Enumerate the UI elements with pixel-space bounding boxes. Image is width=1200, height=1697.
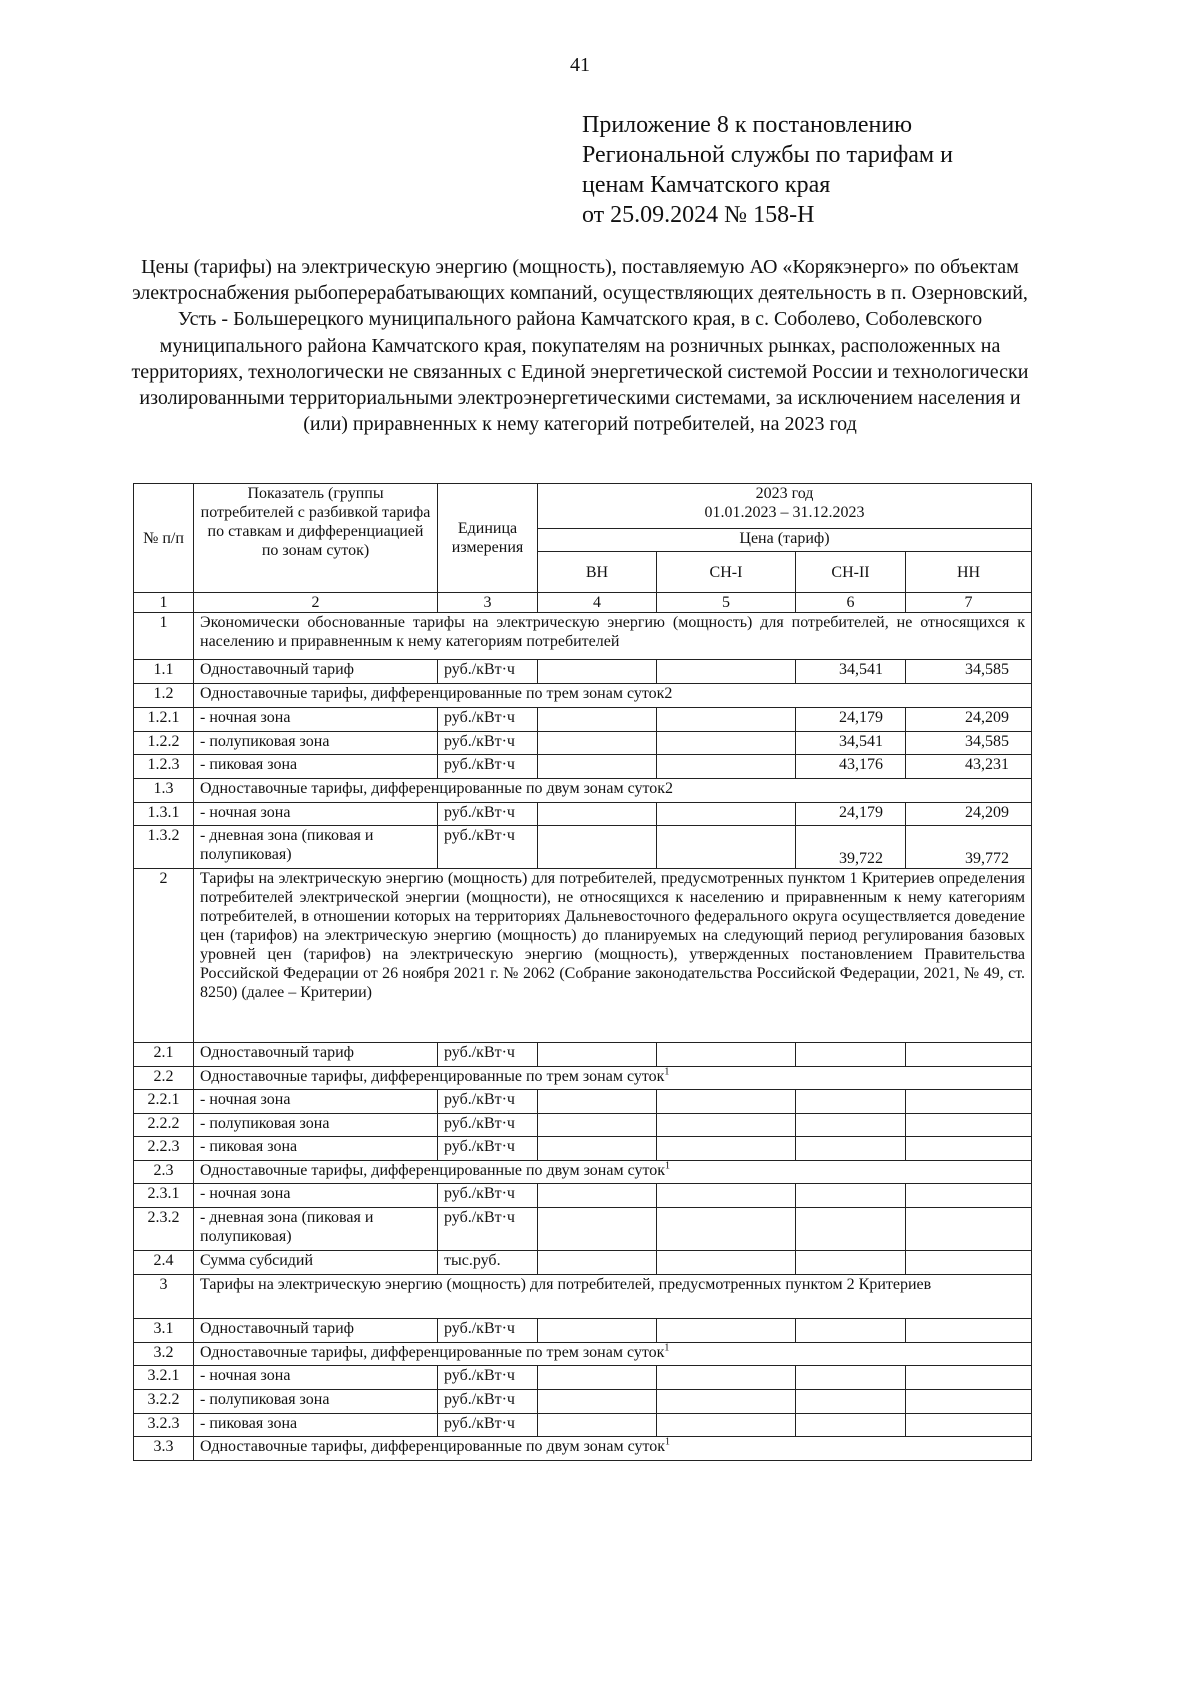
price-cell	[538, 732, 657, 755]
row-label: - полупиковая зона	[194, 1390, 438, 1414]
row-number: 2.2.3	[134, 1137, 194, 1161]
row-label: Сумма субсидий	[194, 1251, 438, 1275]
row-unit: тыс.руб.	[438, 1251, 538, 1275]
price-cell	[657, 1390, 796, 1414]
table-row	[134, 1090, 1032, 1114]
price-cell	[538, 1208, 657, 1251]
row-unit: руб./кВт·ч	[438, 1414, 538, 1437]
price-cell	[657, 1366, 796, 1390]
section-title	[194, 1437, 1032, 1461]
row-number: 2.3.2	[134, 1208, 194, 1251]
price-cell	[538, 1114, 657, 1137]
price-cell	[796, 1114, 906, 1137]
price-cell	[796, 1414, 906, 1437]
col-number: 1	[134, 593, 194, 613]
header-level-nn: НН	[906, 552, 1032, 593]
price-cell	[657, 755, 796, 779]
table-row	[134, 1319, 1032, 1343]
price-cell	[796, 1319, 906, 1343]
row-number: 3.1	[134, 1319, 194, 1343]
section-text: Тарифы на электрическую энергию (мощность) для потребителей, предусмотренных пунктом 2 Критериев	[200, 1276, 932, 1293]
row-number: 3.2.3	[134, 1414, 194, 1437]
row-label: Одноставочный тариф	[194, 1319, 438, 1343]
price-cell: 34,541	[796, 732, 906, 755]
row-number: 1.1	[134, 660, 194, 684]
document-title: Цены (тарифы) на электрическую энергию (мощность), поставляемую АО «Корякэнерго» по объектам электроснабжения рыбоперерабатывающих компаний, осуществляющих деятельность в п. Озерновский, Усть - Большерецкого муниципального района Камчатского края, в с. Соболево, Соболевского муниципального района Камчатского края, покупателям на розничных рынках, расположенных на территориях, технологически не связанных с Единой энергетической системой России и технологически изолированными территориальными электроэнергетическими системами, за исключением населения и (или) приравненных к нему категорий потребителей, на 2023 год	[131, 256, 1029, 436]
price-cell	[906, 1251, 1032, 1275]
price-cell	[657, 1090, 796, 1114]
table-row	[134, 826, 1032, 869]
price-cell	[657, 1251, 796, 1275]
price-cell: 24,179	[796, 803, 906, 826]
price-cell	[906, 1319, 1032, 1343]
section-text: Одноставочные тарифы, дифференцированные по трем зонам суток2	[200, 685, 673, 702]
row-label: - полупиковая зона	[194, 732, 438, 755]
price-cell	[538, 708, 657, 732]
price-cell	[657, 803, 796, 826]
row-number: 2.1	[134, 1043, 194, 1067]
row-unit: руб./кВт·ч	[438, 1366, 538, 1390]
row-number: 1.3.1	[134, 803, 194, 826]
row-number: 2.2	[134, 1067, 194, 1090]
price-cell	[538, 826, 657, 869]
section-text: Одноставочные тарифы, дифференцированные по трем зонам суток	[200, 1068, 665, 1085]
price-cell	[657, 660, 796, 684]
price-cell	[906, 1184, 1032, 1208]
price-cell: 34,585	[906, 732, 1032, 755]
row-unit: руб./кВт·ч	[438, 1208, 538, 1251]
row-label: - дневная зона (пиковая и полупиковая)	[194, 826, 438, 869]
table-row	[134, 660, 1032, 684]
row-unit: руб./кВт·ч	[438, 660, 538, 684]
price-cell	[657, 1137, 796, 1161]
section-row	[134, 779, 1032, 803]
price-cell: 39,772	[906, 826, 1032, 869]
table-row	[134, 1114, 1032, 1137]
table-row	[134, 708, 1032, 732]
price-cell	[538, 1043, 657, 1067]
row-label: Одноставочный тариф	[194, 1043, 438, 1067]
price-cell: 24,179	[796, 708, 906, 732]
table-row	[134, 1366, 1032, 1390]
footnote-mark: 1	[665, 1160, 671, 1172]
col-number: 4	[538, 593, 657, 613]
column-numbers-row	[134, 593, 1032, 613]
section-row	[134, 1161, 1032, 1184]
row-label: - дневная зона (пиковая и полупиковая)	[194, 1208, 438, 1251]
footnote-mark: 1	[664, 1066, 670, 1078]
price-cell: 43,231	[906, 755, 1032, 779]
price-cell	[796, 1251, 906, 1275]
row-number: 1.2.2	[134, 732, 194, 755]
price-cell	[906, 1090, 1032, 1114]
row-label: - ночная зона	[194, 803, 438, 826]
price-cell	[796, 1390, 906, 1414]
row-number: 2.3	[134, 1161, 194, 1184]
row-number: 1.2.3	[134, 755, 194, 779]
page-number: 41	[570, 54, 590, 76]
header-unit: Единица измерения	[438, 484, 538, 593]
price-cell: 34,585	[906, 660, 1032, 684]
appendix-reference	[582, 110, 953, 230]
row-number: 1.3.2	[134, 826, 194, 869]
section-title	[194, 1161, 1032, 1184]
price-cell	[657, 1043, 796, 1067]
price-cell	[538, 1184, 657, 1208]
col-number: 5	[657, 593, 796, 613]
price-cell	[657, 732, 796, 755]
section-title	[194, 613, 1032, 660]
col-number: 3	[438, 593, 538, 613]
header-year: 2023 год	[755, 485, 814, 502]
table-row	[134, 755, 1032, 779]
price-cell	[538, 755, 657, 779]
row-unit: руб./кВт·ч	[438, 732, 538, 755]
row-number: 1.3	[134, 779, 194, 803]
table-row	[134, 1043, 1032, 1067]
col-number: 6	[796, 593, 906, 613]
section-text: Экономически обоснованные тарифы на электрическую энергию (мощность) для потребителей, не относящихся к населению и приравненным к нему категориям потребителей	[200, 614, 1025, 650]
row-number: 2.2.2	[134, 1114, 194, 1137]
table-row	[134, 1251, 1032, 1275]
row-unit: руб./кВт·ч	[438, 755, 538, 779]
price-cell	[538, 1319, 657, 1343]
price-cell: 39,722	[796, 826, 906, 869]
row-label: - ночная зона	[194, 1184, 438, 1208]
footnote-mark: 1	[664, 1342, 670, 1354]
section-text: Одноставочные тарифы, дифференцированные по двум зонам суток	[200, 1162, 666, 1179]
col-number: 7	[906, 593, 1032, 613]
row-unit: руб./кВт·ч	[438, 1090, 538, 1114]
row-label: - пиковая зона	[194, 1137, 438, 1161]
table-row	[134, 732, 1032, 755]
row-number: 3.3	[134, 1437, 194, 1461]
section-title	[194, 1067, 1032, 1090]
table-row	[134, 803, 1032, 826]
header-period	[538, 484, 1032, 529]
header-level-sn2: СН-II	[796, 552, 906, 593]
row-unit: руб./кВт·ч	[438, 1390, 538, 1414]
header-level-vn: ВН	[538, 552, 657, 593]
footnote-mark: 1	[665, 1436, 671, 1448]
price-cell	[538, 660, 657, 684]
row-number: 3.2	[134, 1343, 194, 1366]
row-number: 2.3.1	[134, 1184, 194, 1208]
appendix-line: Приложение 8 к постановлению	[582, 112, 913, 138]
row-unit: руб./кВт·ч	[438, 1114, 538, 1137]
section-row	[134, 869, 1032, 1043]
price-cell	[796, 1137, 906, 1161]
price-cell	[538, 1366, 657, 1390]
row-unit: руб./кВт·ч	[438, 1043, 538, 1067]
section-text: Одноставочные тарифы, дифференцированные по двум зонам суток	[200, 1438, 666, 1455]
price-cell: 24,209	[906, 803, 1032, 826]
price-cell	[657, 708, 796, 732]
price-cell	[538, 1251, 657, 1275]
price-cell	[657, 1414, 796, 1437]
row-label: - пиковая зона	[194, 1414, 438, 1437]
price-cell	[906, 1414, 1032, 1437]
section-text: Одноставочные тарифы, дифференцированные по трем зонам суток	[200, 1344, 665, 1361]
section-row	[134, 1067, 1032, 1090]
header-indicator: Показатель (группы потребителей с разбивкой тарифа по ставкам и дифференциацией по зонам суток)	[194, 484, 438, 593]
price-cell	[906, 1208, 1032, 1251]
header-num: № п/п	[134, 484, 194, 593]
section-title	[194, 779, 1032, 803]
price-cell	[796, 1090, 906, 1114]
price-cell	[538, 1137, 657, 1161]
price-cell: 24,209	[906, 708, 1032, 732]
price-cell	[657, 1208, 796, 1251]
row-number: 2.2.1	[134, 1090, 194, 1114]
row-number: 3	[134, 1275, 194, 1319]
row-number: 3.2.2	[134, 1390, 194, 1414]
price-cell	[906, 1114, 1032, 1137]
price-cell: 34,541	[796, 660, 906, 684]
section-title	[194, 684, 1032, 708]
price-cell	[906, 1043, 1032, 1067]
row-unit: руб./кВт·ч	[438, 1137, 538, 1161]
row-number: 2.4	[134, 1251, 194, 1275]
row-label: - ночная зона	[194, 708, 438, 732]
header-dates: 01.01.2023 – 31.12.2023	[704, 504, 865, 521]
section-row	[134, 1437, 1032, 1461]
row-label: - полупиковая зона	[194, 1114, 438, 1137]
row-unit: руб./кВт·ч	[438, 708, 538, 732]
row-label: Одноставочный тариф	[194, 660, 438, 684]
row-number: 1	[134, 613, 194, 660]
price-cell: 43,176	[796, 755, 906, 779]
section-title	[194, 1275, 1032, 1319]
price-cell	[538, 1414, 657, 1437]
section-row	[134, 613, 1032, 660]
price-cell	[906, 1390, 1032, 1414]
section-title	[194, 1343, 1032, 1366]
tariff-table	[133, 483, 1032, 1461]
price-cell	[657, 1114, 796, 1137]
table-row	[134, 1208, 1032, 1251]
row-unit: руб./кВт·ч	[438, 1184, 538, 1208]
table-row	[134, 1184, 1032, 1208]
price-cell	[657, 1184, 796, 1208]
price-cell	[538, 803, 657, 826]
row-number: 1.2.1	[134, 708, 194, 732]
price-cell	[657, 826, 796, 869]
section-row	[134, 684, 1032, 708]
price-cell	[796, 1208, 906, 1251]
section-row	[134, 1343, 1032, 1366]
price-cell	[538, 1390, 657, 1414]
price-cell	[796, 1043, 906, 1067]
row-unit: руб./кВт·ч	[438, 1319, 538, 1343]
section-row	[134, 1275, 1032, 1319]
appendix-line: от 25.09.2024 № 158-Н	[582, 202, 815, 228]
section-text: Одноставочные тарифы, дифференцированные по двум зонам суток2	[200, 780, 674, 797]
row-label: - ночная зона	[194, 1366, 438, 1390]
section-title	[194, 869, 1032, 1043]
price-cell	[906, 1366, 1032, 1390]
section-text: Тарифы на электрическую энергию (мощность) для потребителей, предусмотренных пунктом 1 Критериев определения потребителей электрической энергии (мощности), не относящихся к населению и приравненным к нему категориям потребителей, в отношении которых на территориях Дальневосточного федерального округа осуществляется доведение цен (тарифов) на электрическую энергию (мощность) до планируемых на следующий период регулирования базовых уровней цен (тарифов) на электрическую энергию (мощность), утвержденных постановлением Правительства Российской Федерации от 26 ноября 2021 г. № 2062 (Собрание законодательства Российской Федерации, 2021, № 49, ст. 8250) (далее – Критерии)	[200, 870, 1025, 1001]
row-number: 1.2	[134, 684, 194, 708]
col-number: 2	[194, 593, 438, 613]
price-cell	[796, 1184, 906, 1208]
row-label: - ночная зона	[194, 1090, 438, 1114]
price-cell	[538, 1090, 657, 1114]
row-number: 3.2.1	[134, 1366, 194, 1390]
price-cell	[657, 1319, 796, 1343]
price-cell	[906, 1137, 1032, 1161]
appendix-line: Региональной службы по тарифам и	[582, 142, 953, 168]
row-unit: руб./кВт·ч	[438, 826, 538, 869]
price-cell	[796, 1366, 906, 1390]
row-unit: руб./кВт·ч	[438, 803, 538, 826]
header-price: Цена (тариф)	[538, 529, 1032, 552]
appendix-line: ценам Камчатского края	[582, 172, 831, 198]
row-label: - пиковая зона	[194, 755, 438, 779]
header-level-sn1: СН-I	[657, 552, 796, 593]
row-number: 2	[134, 869, 194, 1043]
table-row	[134, 1414, 1032, 1437]
table-row	[134, 1137, 1032, 1161]
table-row	[134, 1390, 1032, 1414]
